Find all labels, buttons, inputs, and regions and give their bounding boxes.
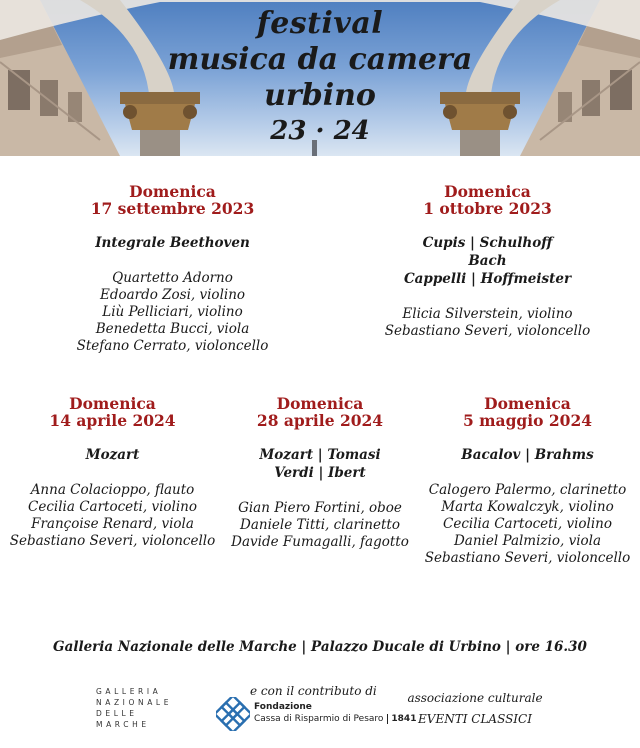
performer: Daniel Palmizio, viola	[453, 533, 602, 549]
concert-program	[365, 234, 610, 288]
concert-performers	[365, 306, 610, 340]
concert-day: Domenica	[276, 394, 364, 413]
association-name: EVENTI CLASSICI	[418, 712, 532, 726]
performer: Sebastiano Severi, violoncello	[424, 550, 631, 566]
fondazione-year: 1841	[387, 714, 416, 724]
galleria-logo-line: DELLE	[96, 709, 138, 718]
galleria-logo-line: GALLERIA	[96, 687, 162, 696]
festival-title-line3: urbino	[264, 78, 376, 113]
concert-performers	[5, 482, 220, 550]
program-line: Integrale Beethoven	[95, 235, 250, 251]
program-line: Cappelli | Hoffmeister	[403, 271, 572, 287]
galleria-logo-line: NAZIONALE	[96, 698, 173, 707]
program-line: Mozart | Tomasi	[259, 447, 381, 463]
performer: Cecilia Cartoceti, violino	[28, 499, 197, 515]
concert-day: Domenica	[484, 394, 571, 413]
concert-card	[215, 395, 425, 551]
header-photo	[0, 0, 640, 156]
concert-date: 28 aprile 2024	[256, 411, 384, 430]
concert-day: Domenica	[129, 182, 216, 201]
concert-day: Domenica	[444, 182, 531, 201]
performer: Calogero Palermo, clarinetto	[428, 482, 627, 498]
association-credit	[405, 688, 545, 730]
performer: Françoise Renard, viola	[31, 516, 194, 532]
concert-card	[5, 395, 220, 550]
performer: Gian Piero Fortini, oboe	[238, 500, 402, 516]
concert-date: 14 aprile 2024	[49, 411, 176, 430]
contribution-label: e con il contributo di	[250, 684, 377, 698]
fondazione-knot-icon	[216, 697, 250, 731]
fondazione-sub: Cassa di Risparmio di Pesaro	[254, 714, 384, 724]
concert-card	[420, 395, 635, 567]
concert-performers	[420, 482, 635, 567]
performer: Marta Kowalczyk, violino	[441, 499, 614, 515]
performer: Anna Colacioppo, flauto	[30, 482, 195, 498]
fondazione-name: Fondazione	[254, 702, 312, 712]
concert-card	[50, 183, 295, 355]
fondazione-logo-text	[254, 701, 416, 725]
performer: Stefano Cerrato, violoncello	[76, 338, 269, 354]
festival-title-line2: musica da camera	[167, 42, 473, 77]
concert-performers	[215, 500, 425, 551]
festival-title-line1: festival	[256, 6, 384, 41]
concert-program	[215, 446, 425, 482]
concert-card	[365, 183, 610, 340]
performer: Quartetto Adorno	[112, 270, 233, 286]
galleria-logo-line: MARCHE	[96, 720, 150, 729]
concert-program	[5, 446, 220, 464]
performer: Davide Fumagalli, fagotto	[231, 534, 409, 550]
concert-date: 17 settembre 2023	[90, 199, 255, 218]
association-label: associazione culturale	[407, 691, 543, 705]
festival-season: 23 · 24	[270, 116, 370, 146]
program-line: Cupis | Schulhoff	[422, 235, 553, 251]
performer: Cecilia Cartoceti, violino	[443, 516, 612, 532]
performer: Liù Pelliciari, violino	[102, 304, 243, 320]
concert-day: Domenica	[69, 394, 156, 413]
concert-date: 1 ottobre 2023	[423, 199, 552, 218]
concert-program	[420, 446, 635, 464]
concert-program	[50, 234, 295, 252]
performer: Elicia Silverstein, violino	[402, 306, 573, 322]
galleria-logo	[96, 686, 172, 730]
program-line: Mozart	[85, 447, 140, 463]
performer: Benedetta Bucci, viola	[95, 321, 250, 337]
program-line: Bacalov | Brahms	[461, 447, 594, 463]
program-line: Verdi | Ibert	[274, 465, 366, 481]
performer: Sebastiano Severi, violoncello	[9, 533, 216, 549]
performer: Edoardo Zosi, violino	[99, 287, 246, 303]
concert-performers	[50, 270, 295, 355]
venue-line: Galleria Nazionale delle Marche | Palazzo Ducale di Urbino | ore 16.30	[53, 639, 587, 655]
performer: Daniele Titti, clarinetto	[240, 517, 400, 533]
performer: Sebastiano Severi, violoncello	[384, 323, 591, 339]
program-line: Bach	[468, 253, 507, 269]
concert-date: 5 maggio 2024	[462, 411, 593, 430]
